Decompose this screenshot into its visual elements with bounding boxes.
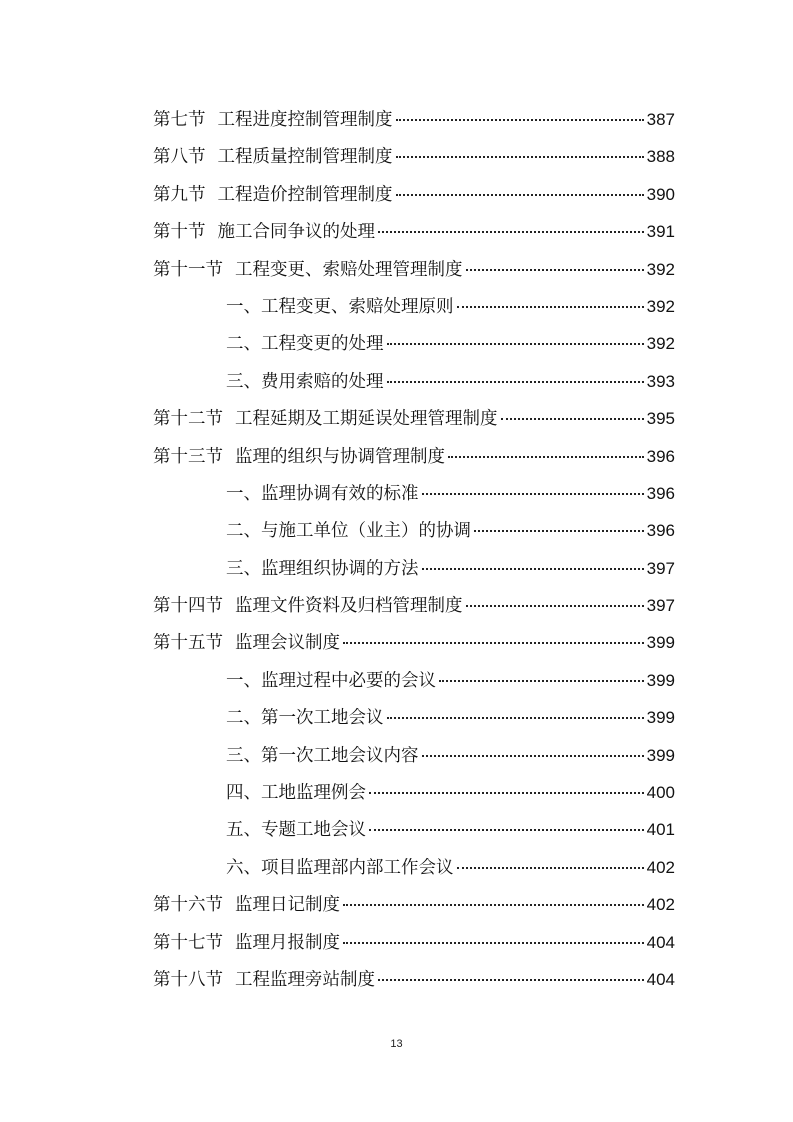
dot-leader bbox=[343, 642, 644, 644]
toc-entry-label bbox=[153, 439, 445, 476]
dot-leader bbox=[422, 568, 644, 570]
toc-entry-label bbox=[153, 252, 463, 289]
toc-entry-label bbox=[153, 625, 340, 662]
toc-entry-title: 五、专题工地会议 bbox=[226, 820, 366, 841]
toc-entry-label bbox=[226, 812, 366, 849]
toc-entry-title: 工程质量控制管理制度 bbox=[217, 147, 393, 168]
dot-leader bbox=[369, 829, 644, 831]
toc-section-number: 第七节 bbox=[153, 110, 206, 130]
toc-entry-label bbox=[226, 738, 419, 775]
toc-entry-title: 二、与施工单位（业主）的协调 bbox=[226, 521, 471, 542]
toc-page-number: 399 bbox=[646, 708, 675, 728]
toc-entry[interactable] bbox=[153, 251, 675, 288]
toc-entry-title: 一、工程变更、索赔处理原则 bbox=[226, 296, 454, 317]
dot-leader bbox=[387, 343, 644, 345]
toc-subentry[interactable] bbox=[153, 662, 675, 699]
toc-page-number: 404 bbox=[646, 932, 675, 952]
toc-subentry[interactable] bbox=[153, 550, 675, 587]
toc-page-number: 395 bbox=[646, 409, 675, 429]
toc-entry-title: 工程延期及工期延误处理管理制度 bbox=[235, 409, 498, 430]
dot-leader bbox=[439, 680, 644, 682]
dot-leader bbox=[369, 792, 644, 794]
dot-leader bbox=[422, 755, 644, 757]
toc-section-number: 第十二节 bbox=[153, 409, 223, 430]
toc-page-number: 387 bbox=[646, 110, 675, 129]
toc-entry[interactable] bbox=[153, 138, 675, 175]
toc-entry-title: 监理文件资料及归档管理制度 bbox=[235, 596, 463, 617]
toc-entry-title: 二、第一次工地会议 bbox=[226, 708, 384, 729]
toc-section-number: 第十五节 bbox=[153, 633, 223, 654]
toc-subentry[interactable] bbox=[153, 699, 675, 736]
toc-page-number: 400 bbox=[646, 783, 675, 803]
toc-entry[interactable] bbox=[153, 176, 675, 213]
toc-entry-label bbox=[153, 962, 375, 999]
toc-entry-title: 二、工程变更的处理 bbox=[226, 334, 384, 355]
toc-page-number: 390 bbox=[646, 184, 675, 204]
toc-entry-label bbox=[226, 364, 384, 401]
toc-entry-label bbox=[153, 214, 375, 251]
toc-page-number: 401 bbox=[646, 820, 675, 840]
table-of-contents bbox=[153, 101, 675, 998]
toc-entry-title: 三、费用索赔的处理 bbox=[226, 371, 384, 392]
toc-page-number: 397 bbox=[646, 596, 675, 616]
toc-entry-title: 三、监理组织协调的方法 bbox=[226, 558, 419, 579]
dot-leader bbox=[457, 306, 644, 308]
toc-entry-title: 工程进度控制管理制度 bbox=[217, 110, 393, 130]
toc-page-number: 399 bbox=[646, 633, 675, 653]
toc-entry-label bbox=[226, 326, 384, 363]
dot-leader bbox=[466, 605, 644, 607]
dot-leader bbox=[378, 979, 644, 981]
dot-leader bbox=[422, 493, 644, 495]
dot-leader bbox=[343, 942, 644, 944]
dot-leader bbox=[501, 418, 644, 420]
toc-entry-label bbox=[226, 663, 436, 700]
toc-subentry[interactable] bbox=[153, 512, 675, 549]
toc-entry-label bbox=[226, 775, 366, 812]
toc-section-number: 第十四节 bbox=[153, 596, 223, 617]
toc-entry[interactable] bbox=[153, 587, 675, 624]
toc-section-number: 第九节 bbox=[153, 184, 206, 205]
toc-entry-title: 工程监理旁站制度 bbox=[235, 969, 375, 990]
toc-entry-label bbox=[226, 513, 471, 550]
toc-subentry[interactable] bbox=[153, 288, 675, 325]
toc-page-number: 396 bbox=[646, 521, 675, 541]
toc-page-number: 399 bbox=[646, 745, 675, 765]
dot-leader bbox=[448, 456, 644, 458]
toc-subentry[interactable] bbox=[153, 363, 675, 400]
toc-entry[interactable] bbox=[153, 438, 675, 475]
toc-page-number: 391 bbox=[646, 222, 675, 242]
dot-leader bbox=[396, 194, 644, 196]
dot-leader bbox=[396, 119, 644, 121]
toc-entry-label bbox=[153, 925, 340, 962]
toc-page-number: 392 bbox=[646, 334, 675, 354]
toc-page-number: 404 bbox=[646, 969, 675, 989]
toc-page-number: 392 bbox=[646, 296, 675, 316]
toc-entry-label bbox=[153, 177, 393, 214]
toc-entry-label bbox=[153, 139, 393, 176]
toc-page-number: 402 bbox=[646, 857, 675, 877]
dot-leader bbox=[387, 717, 644, 719]
toc-entry-label bbox=[226, 850, 454, 887]
toc-entry-title: 监理月报制度 bbox=[235, 932, 340, 953]
toc-entry-title: 监理会议制度 bbox=[235, 633, 340, 654]
toc-page-number: 402 bbox=[646, 895, 675, 915]
toc-entry[interactable] bbox=[153, 400, 675, 437]
toc-entry[interactable] bbox=[153, 961, 675, 998]
toc-page-number: 396 bbox=[646, 483, 675, 503]
toc-entry-title: 六、项目监理部内部工作会议 bbox=[226, 857, 454, 878]
toc-entry-label bbox=[226, 551, 419, 588]
toc-subentry[interactable] bbox=[153, 811, 675, 848]
dot-leader bbox=[387, 381, 644, 383]
toc-entry-title: 一、监理过程中必要的会议 bbox=[226, 670, 436, 691]
toc-section-number: 第八节 bbox=[153, 147, 206, 168]
toc-entry[interactable] bbox=[153, 101, 675, 138]
toc-entry-label bbox=[226, 289, 454, 326]
dot-leader bbox=[474, 530, 644, 532]
toc-page-number: 396 bbox=[646, 446, 675, 466]
page-number: 13 bbox=[390, 1038, 403, 1050]
toc-entry-title: 三、第一次工地会议内容 bbox=[226, 745, 419, 766]
toc-entry[interactable] bbox=[153, 886, 675, 923]
toc-entry[interactable] bbox=[153, 624, 675, 661]
toc-section-number: 第十六节 bbox=[153, 895, 223, 916]
toc-entry-title: 施工合同争议的处理 bbox=[217, 222, 375, 243]
toc-entry[interactable] bbox=[153, 213, 675, 250]
toc-entry-label bbox=[153, 588, 463, 625]
toc-entry-label bbox=[153, 401, 498, 438]
toc-page-number: 397 bbox=[646, 558, 675, 578]
toc-entry-title: 工程变更、索赔处理管理制度 bbox=[235, 259, 463, 280]
toc-subentry[interactable] bbox=[153, 325, 675, 362]
toc-entry-label bbox=[226, 476, 419, 513]
toc-entry-title: 监理的组织与协调管理制度 bbox=[235, 446, 445, 467]
toc-page-number: 392 bbox=[646, 259, 675, 279]
dot-leader bbox=[343, 904, 644, 906]
toc-section-number: 第十七节 bbox=[153, 932, 223, 953]
toc-section-number: 第十节 bbox=[153, 222, 206, 243]
toc-section-number: 第十三节 bbox=[153, 446, 223, 467]
toc-page-number: 388 bbox=[646, 147, 675, 167]
dot-leader bbox=[396, 156, 644, 158]
toc-entry-label bbox=[153, 102, 393, 139]
toc-entry-title: 监理日记制度 bbox=[235, 895, 340, 916]
toc-entry[interactable] bbox=[153, 924, 675, 961]
toc-section-number: 第十一节 bbox=[153, 259, 223, 280]
toc-subentry[interactable] bbox=[153, 475, 675, 512]
toc-entry-title: 一、监理协调有效的标准 bbox=[226, 483, 419, 504]
dot-leader bbox=[466, 269, 644, 271]
toc-subentry[interactable] bbox=[153, 849, 675, 886]
dot-leader bbox=[378, 231, 644, 233]
toc-page-number: 393 bbox=[646, 371, 675, 391]
toc-entry-label bbox=[226, 700, 384, 737]
toc-entry-title: 工程造价控制管理制度 bbox=[217, 184, 393, 205]
dot-leader bbox=[457, 867, 644, 869]
toc-page-number: 399 bbox=[646, 670, 675, 690]
toc-section-number: 第十八节 bbox=[153, 969, 223, 990]
toc-entry-label bbox=[153, 887, 340, 924]
toc-subentry[interactable] bbox=[153, 737, 675, 774]
toc-subentry[interactable] bbox=[153, 774, 675, 811]
toc-entry-title: 四、工地监理例会 bbox=[226, 783, 366, 804]
